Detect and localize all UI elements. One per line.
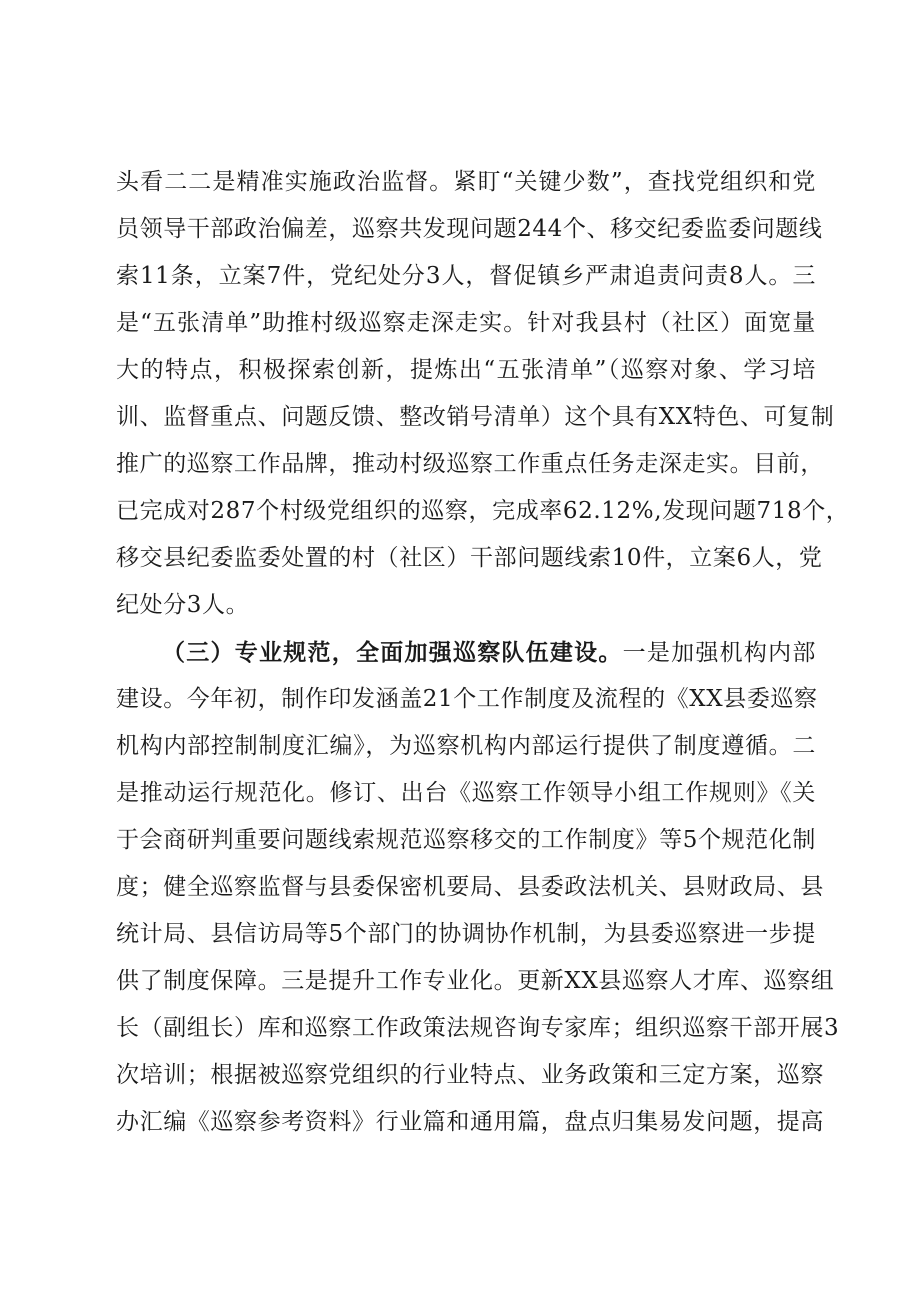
text-line: 度；健全巡察监督与县委保密机要局、县委政法机关、县财政局、县	[116, 874, 824, 900]
text-line: 次培训；根据被巡察党组织的行业特点、业务政策和三定方案，巡察	[116, 1062, 824, 1088]
text-line: 建设。今年初，制作印发涵盖21个工作制度及流程的《XX县委巡察	[116, 686, 818, 712]
text-line: 机构内部控制制度汇编》，为巡察机构内部运行提供了制度遵循。二	[116, 733, 816, 759]
text-line: 大的特点，积极探索创新，提炼出“五张清单”（巡察对象、学习培	[116, 357, 816, 383]
text-line: 办汇编《巡察参考资料》行业篇和通用篇，盘点归集易发问题，提高	[116, 1109, 824, 1135]
text-line: 推广的巡察工作品牌，推动村级巡察工作重点任务走深走实。目前，	[116, 451, 824, 477]
heading-continuation: 一是加强机构内部	[622, 640, 816, 666]
text-line: 员领导干部政治偏差，巡察共发现问题244个、移交纪委监委问题线	[116, 216, 823, 242]
text-line: 统计局、县信访局等5个部门的协调协作机制，为县委巡察进一步提	[116, 921, 816, 947]
text-line: 训、监督重点、问题反馈、整改销号清单）这个具有XX特色、可复制	[116, 404, 835, 430]
section-heading: （三）专业规范，全面加强巡察队伍建设。	[162, 639, 623, 666]
text-line: 纪处分3人。	[116, 592, 250, 618]
text-line: 长（副组长）库和巡察工作政策法规咨询专家库；组织巡察干部开展3	[116, 1015, 840, 1041]
text-line: 供了制度保障。三是提升工作专业化。更新XX县巡察人才库、巡察组	[116, 968, 835, 994]
text-line: 移交县纪委监委处置的村（社区）干部问题线索10件，立案6人，党	[116, 545, 823, 571]
text-line: 头看二二是精准实施政治监督。紧盯“关键少数”，查找党组织和党	[116, 169, 816, 195]
text-line: 已完成对287个村级党组织的巡察，完成率62.12%,发现问题718个，	[116, 498, 850, 524]
text-line: 是“五张清单”助推村级巡察走深走实。针对我县村（社区）面宽量	[116, 310, 816, 336]
text-line: 索11条，立案7件，党纪处分3人，督促镇乡严肃追责问责8人。三	[116, 263, 816, 289]
paragraph-first-line	[162, 636, 816, 669]
text-line: 是推动运行规范化。修订、出台《巡察工作领导小组工作规则》《关	[116, 780, 816, 806]
text-line: 于会商研判重要问题线索规范巡察移交的工作制度》等5个规范化制	[116, 827, 816, 853]
